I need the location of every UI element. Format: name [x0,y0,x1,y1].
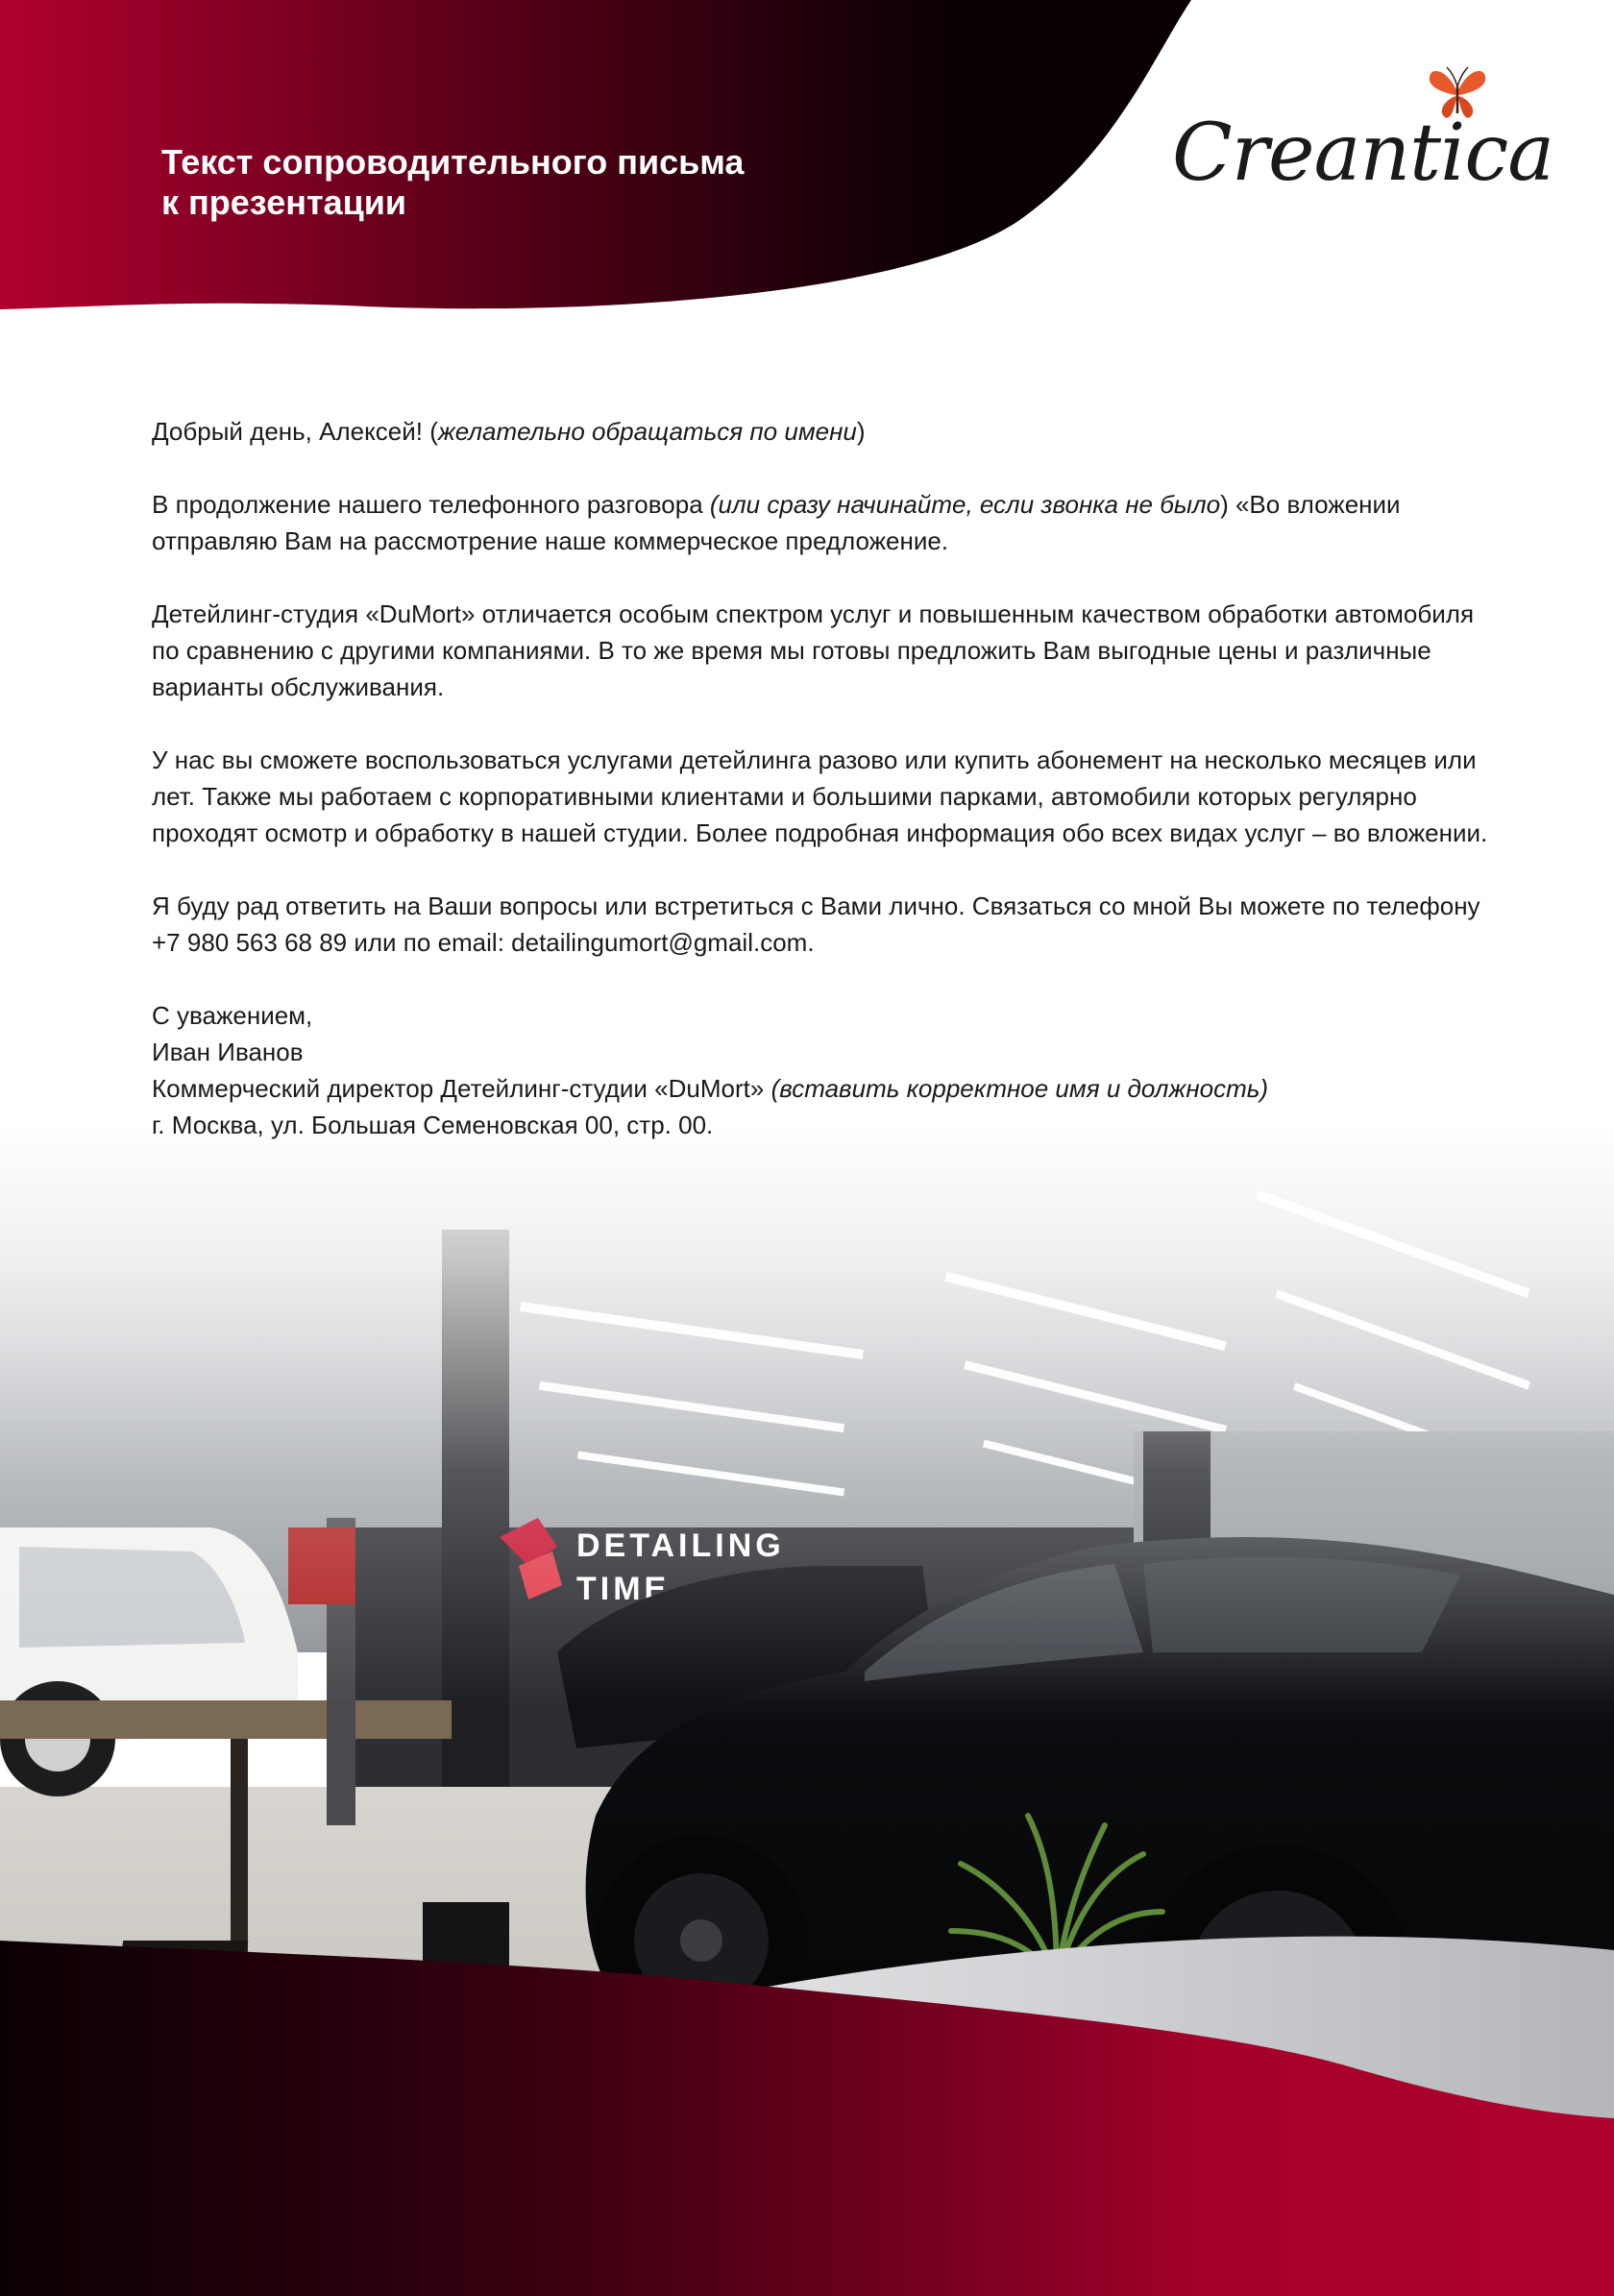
paragraph-3: У нас вы сможете воспользоваться услугами детейлинга разово или купить абонемент на несколько месяцев или лет. Также мы работаем с корпоративными клиентами и большими парками, автомобили которых регулярно проходят осмотр и обработку в нашей студии. Более подробная информация обо всех видах услуг – во вложении. [152,745,1488,847]
brand-logo [1172,58,1556,199]
paragraph-2: Детейлинг-студия «DuMort» отличается особым спектром услуг и повышенным качеством обработки автомобиля по сравнению с другими компаниями. В то же время мы готовы предложить Вам выгодные цены и различные варианты обслуживания. [152,599,1475,701]
paragraph-1: В продолжение нашего телефонного разговора (или сразу начинайте, если звонка не было) «Во вложении отправляю Вам на рассмотрение наше коммерческое предложение. [152,490,1401,555]
footer-wave [0,1883,1614,2296]
logo-text: Creantica [1172,108,1554,199]
greeting-note: желательно обращаться по имени [437,417,857,446]
signer-name: Иван Иванов [152,1038,304,1066]
signer-position: Коммерческий директор Детейлинг-студии «DuMort» (вставить корректное имя и должность) [152,1074,1269,1103]
page-title [161,142,930,223]
signer-address: г. Москва, ул. Большая Семеновская 00, стр. 00. [152,1111,714,1139]
paragraph-4: Я буду рад ответить на Ваши вопросы или встретиться с Вами лично. Связаться со мной Вы можете по телефону +7 980 563 68 89 или по email: detailingumort@gmail.com. [152,892,1480,957]
signer-position-note: (вставить корректное имя и должность) [770,1074,1269,1103]
letter-body [152,413,1497,1143]
paragraph-1-note: (или сразу начинайте, если звонка не было [709,490,1221,519]
closing: С уважением, [152,1001,313,1030]
page-title-line-1: Текст сопроводительного письма [161,142,745,182]
greeting: Добрый день, Алексей! (желательно обращаться по имени) [152,417,866,446]
page-title-line-2: к презентации [161,183,407,222]
